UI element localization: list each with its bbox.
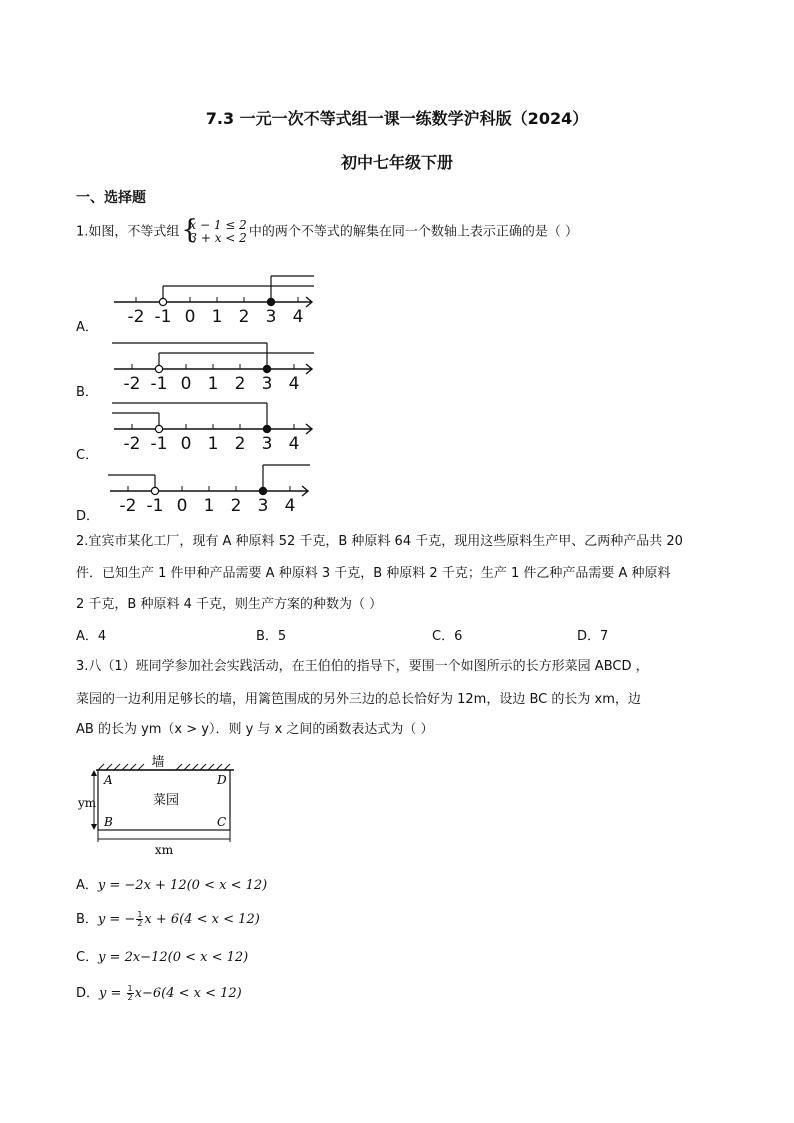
tick-label: 1 xyxy=(211,307,223,327)
question-3-line-3: AB 的长为 ym（x > y）．则 y 与 x 之间的函数表达式为（ ） xyxy=(76,722,434,737)
y-arrow-bottom xyxy=(91,824,97,830)
number-line-diagram xyxy=(110,400,324,458)
tick-label: 2 xyxy=(234,434,246,454)
tick-label: -2 xyxy=(123,374,141,394)
vertex-b: B xyxy=(104,815,113,829)
tick-label: 4 xyxy=(288,374,300,394)
inequality-row-1: x − 1 ≤ 2 xyxy=(189,218,247,232)
tick-label: 1 xyxy=(207,374,219,394)
section-heading: 一、选择题 xyxy=(76,190,146,206)
number-line-option-a xyxy=(110,262,324,334)
question-2-option-c: C．6 xyxy=(432,629,463,644)
question-2-option-d: D．7 xyxy=(577,629,609,644)
question-3-option-d: D．y = $\frac{1}{2}$ x−6(4 < x < 12) xyxy=(76,984,242,1002)
question-1-prefix: 1.如图，不等式组 xyxy=(76,224,180,240)
garden-diagram xyxy=(76,748,246,860)
option-b-label: B． xyxy=(76,385,98,400)
tick-label: 0 xyxy=(180,374,192,394)
closed-endpoint xyxy=(259,487,266,494)
closed-endpoint xyxy=(267,298,274,305)
closed-endpoint xyxy=(263,425,270,432)
tick-label: -1 xyxy=(154,307,172,327)
tick-label: 3 xyxy=(261,374,273,394)
tick-label: 4 xyxy=(284,496,296,516)
tick-label: 2 xyxy=(230,496,242,516)
open-endpoint xyxy=(155,365,162,372)
tick-label: 4 xyxy=(288,434,300,454)
closed-endpoint xyxy=(263,365,270,372)
tick-label: 2 xyxy=(238,307,250,327)
tick-label: 0 xyxy=(180,434,192,454)
number-line-option-d xyxy=(106,462,320,518)
tick-label: -2 xyxy=(123,434,141,454)
number-line-option-b xyxy=(110,340,324,396)
question-2-option-b: B．5 xyxy=(256,629,287,644)
tick-label: 1 xyxy=(207,434,219,454)
question-2-option-a: A．4 xyxy=(76,629,107,644)
option-a-label: A． xyxy=(76,320,98,335)
page-title: 7.3 一元一次不等式组一课一练数学沪科版（2024） xyxy=(205,109,589,128)
garden-label: 菜园 xyxy=(152,793,180,808)
number-line-option-c xyxy=(110,400,324,458)
tick-label: 3 xyxy=(265,307,277,327)
fraction: $\frac{1}{2}$ xyxy=(137,910,143,928)
page-subtitle: 初中七年级下册 xyxy=(340,153,453,172)
question-3-option-c: C．y = 2x−12(0 < x < 12) xyxy=(76,950,249,965)
open-endpoint xyxy=(151,487,158,494)
open-endpoint xyxy=(155,425,162,432)
option-d-label: D． xyxy=(76,509,100,524)
wall-label: 墙 xyxy=(151,755,165,770)
vertex-c: C xyxy=(217,815,227,829)
question-2-line-3: 2 千克，B 种原料 4 千克，则生产方案的种数为（ ） xyxy=(76,597,383,612)
vertex-a: A xyxy=(104,773,113,787)
number-line-diagram xyxy=(110,340,324,396)
tick-label: -1 xyxy=(146,496,164,516)
tick-label: 3 xyxy=(257,496,269,516)
question-2-line-1: 2.宜宾市某化工厂，现有 A 种原料 52 千克，B 种原料 64 千克，现用这些原料生产甲、乙两种产品共 20 xyxy=(76,534,683,549)
vertex-d: D xyxy=(217,773,227,787)
question-3-line-2: 菜园的一边利用足够长的墙，用篱笆围成的另外三边的总长恰好为 12m，设边 BC 的长为 xm，边 xyxy=(76,692,641,707)
fraction: $\frac{1}{2}$ xyxy=(127,984,133,1002)
tick-label: -2 xyxy=(119,496,137,516)
tick-label: 2 xyxy=(234,374,246,394)
tick-label: 0 xyxy=(176,496,188,516)
garden-figure xyxy=(76,748,246,864)
question-1-stem xyxy=(76,215,578,245)
tick-label: -1 xyxy=(150,434,168,454)
tick-label: 4 xyxy=(292,307,304,327)
question-2-line-2: 件．已知生产 1 件甲种产品需要 A 种原料 3 千克，B 种原料 2 千克；生产 1 件乙种产品需要 A 种原料 xyxy=(76,566,671,581)
question-1-suffix: 中的两个不等式的解集在同一个数轴上表示正确的是（ ） xyxy=(248,224,578,240)
y-arrow-top xyxy=(91,770,97,776)
tick-label: 3 xyxy=(261,434,273,454)
number-line-diagram xyxy=(106,462,320,518)
inequality-system: { x − 1 ≤ 2 3 + x < 2 xyxy=(181,215,247,245)
tick-label: -1 xyxy=(150,374,168,394)
question-3-option-b: B．y = − $\frac{1}{2}$ x + 6(4 < x < 12) xyxy=(76,910,260,928)
open-endpoint xyxy=(159,298,166,305)
option-c-label: C． xyxy=(76,448,99,463)
tick-label: -2 xyxy=(127,307,145,327)
question-3-option-a: A．y = −2x + 12(0 < x < 12) xyxy=(76,878,268,893)
inequality-row-2: 3 + x < 2 xyxy=(189,231,247,245)
tick-label: 1 xyxy=(203,496,215,516)
x-dimension-label: xm xyxy=(154,843,174,857)
tick-label: 0 xyxy=(184,307,196,327)
question-3-line-1: 3.八（1）班同学参加社会实践活动，在王伯伯的指导下，要围一个如图所示的长方形菜园 ABCD ， xyxy=(76,659,649,674)
y-dimension-label: ym xyxy=(78,796,97,810)
number-line-diagram xyxy=(110,262,324,334)
